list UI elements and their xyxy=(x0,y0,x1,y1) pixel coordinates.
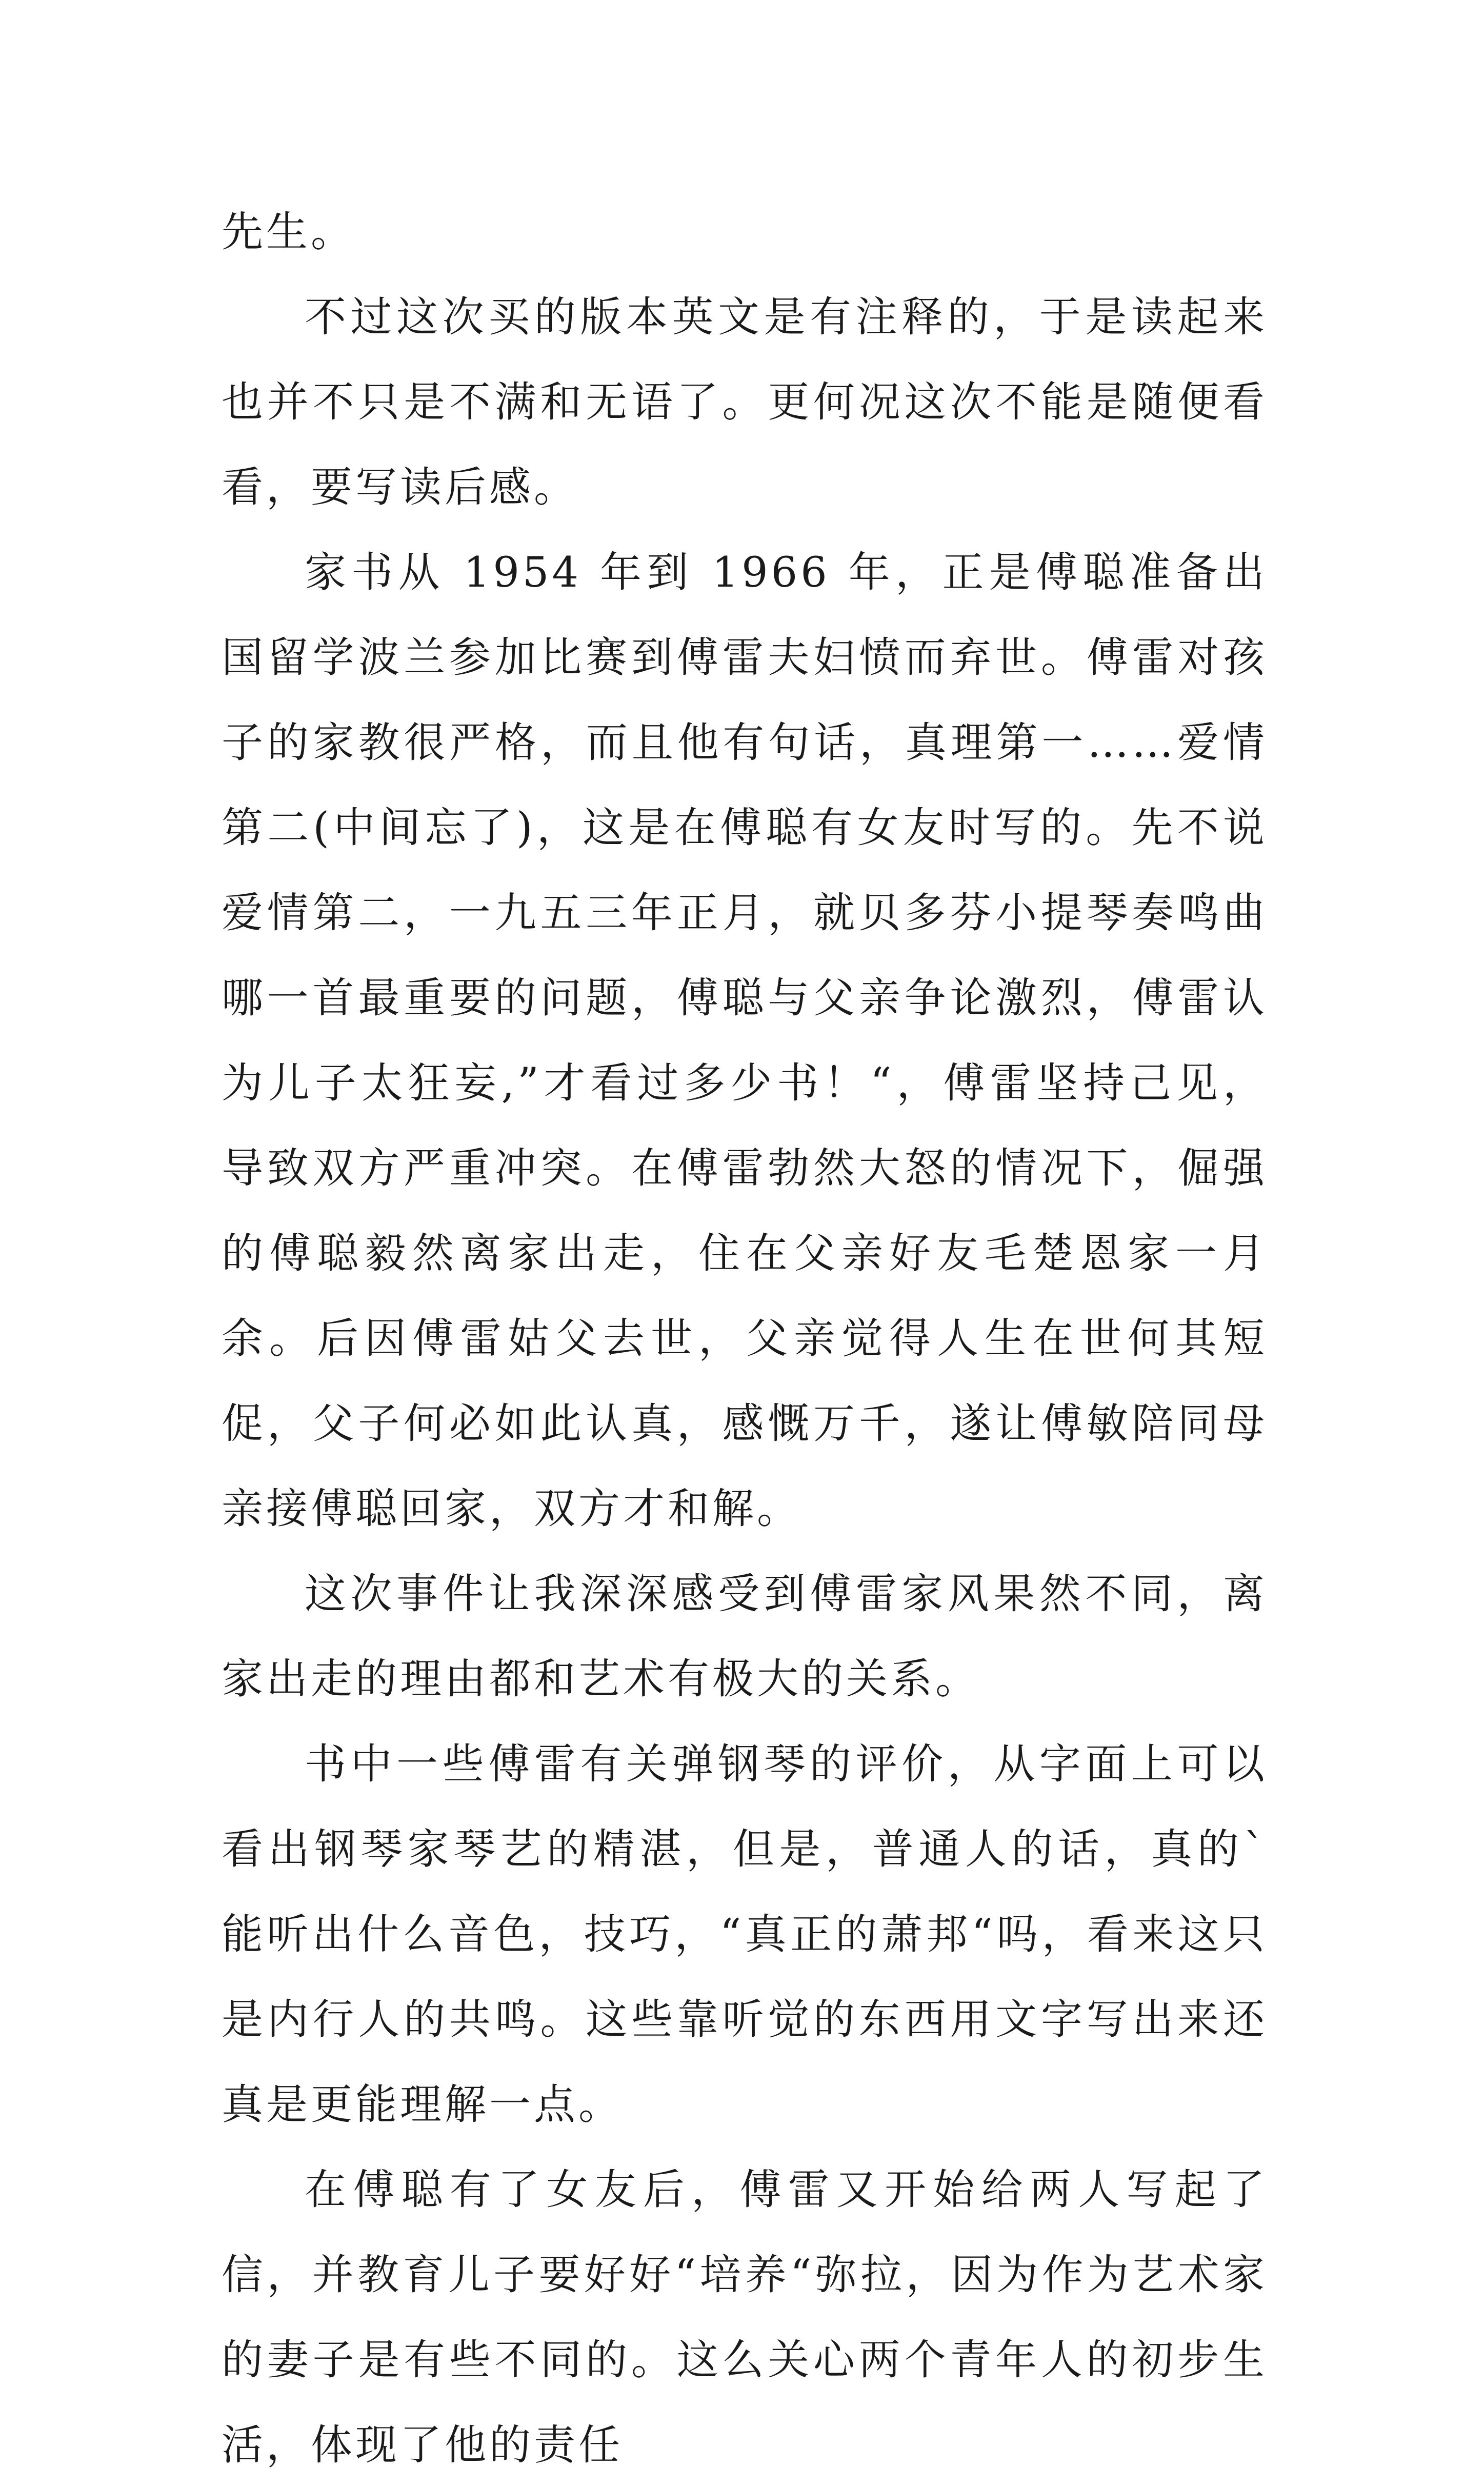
paragraph-6: 在傅聪有了女友后，傅雷又开始给两人写起了信，并教育儿子要好好“培养“弥拉，因为作为艺术家的妻子是有些不同的。这么关心两个青年人的初步生活，体现了他的责任 xyxy=(222,2166,1268,2470)
body-text xyxy=(222,190,1268,2488)
paragraph-3: 家书从 1954 年到 1966 年，正是傅聪准备出国留学波兰参加比赛到傅雷夫妇愤而弃世。傅雷对孩子的家教很严格，而且他有句话，真理第一……爱情第二(中间忘了)，这是在傅聪有女友时写的。先不说爱情第二，一九五三年正月，就贝多芬小提琴奏鸣曲哪一首最重要的问题，傅聪与父亲争论激烈，傅雷认为儿子太狂妄,”才看过多少书！“，傅雷坚持己见，导致双方严重冲突。在傅雷勃然大怒的情况下，倔强的傅聪毅然离家出走，住在父亲好友毛楚恩家一月余。后因傅雷姑父去世，父亲觉得人生在世何其短促，父子何必如此认真，感慨万千，遂让傅敏陪同母亲接傅聪回家，双方才和解。 xyxy=(222,549,1268,1533)
paragraph-2: 不过这次买的版本英文是有注释的，于是读起来也并不只是不满和无语了。更何况这次不能是随便看看，要写读后感。 xyxy=(222,293,1268,512)
paragraph-4: 这次事件让我深深感受到傅雷家风果然不同，离家出走的理由都和艺术有极大的关系。 xyxy=(222,1570,1268,1703)
paragraph-5: 书中一些傅雷有关弹钢琴的评价，从字面上可以看出钢琴家琴艺的精湛，但是，普通人的话，真的`能听出什么音色，技巧，“真正的萧邦“吗，看来这只是内行人的共鸣。这些靠听觉的东西用文字写出来还真是更能理解一点。 xyxy=(222,1740,1268,2129)
paragraph-1: 先生。 xyxy=(222,208,356,256)
